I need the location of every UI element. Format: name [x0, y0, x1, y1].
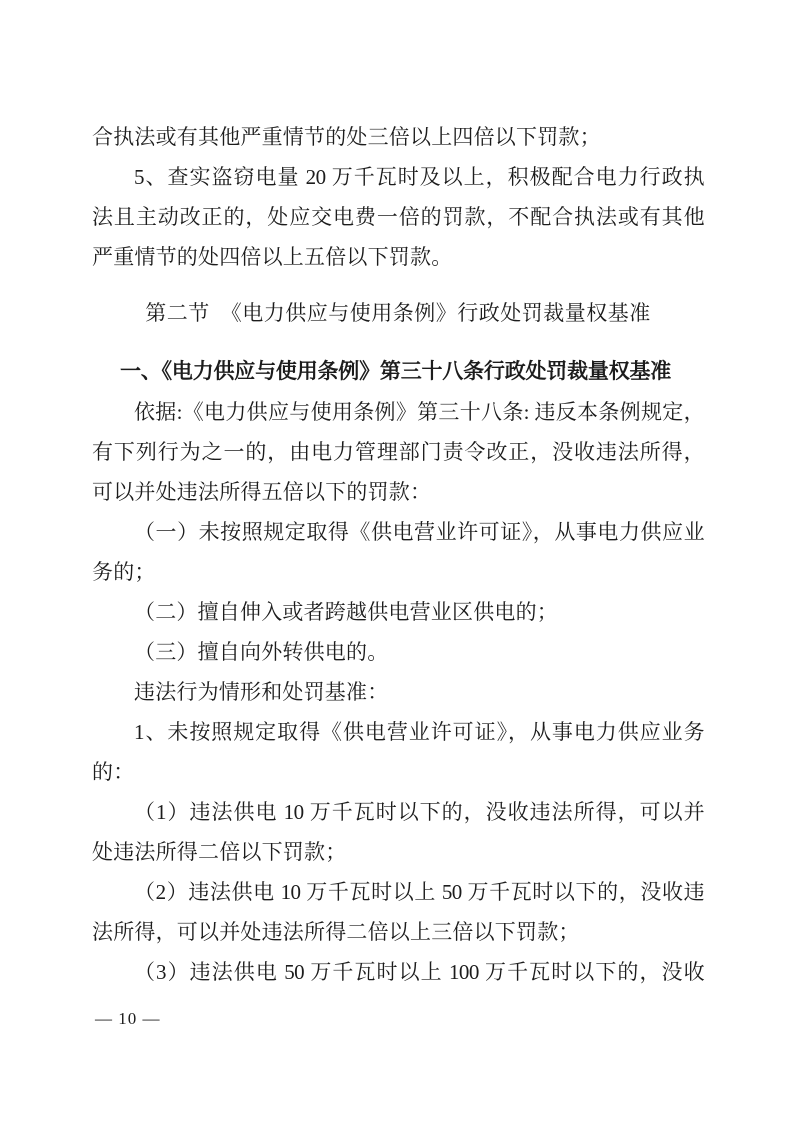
body-line: 的：	[92, 760, 135, 784]
body-line: （3）违法供电 50 万千瓦时以上 100 万千瓦时以下的，没收	[134, 960, 704, 984]
body-line: （二）擅自伸入或者跨越供电营业区供电的；	[134, 600, 558, 624]
section-heading: 第二节 《电力供应与使用条例》行政处罚裁量权基准	[145, 301, 651, 325]
body-line: 务的；	[92, 560, 156, 584]
body-line: 严重情节的处四倍以上五倍以下罚款。	[92, 245, 453, 269]
body-line: 合执法或有其他严重情节的处三倍以上四倍以下罚款；	[92, 125, 601, 149]
body-line: 法且主动改正的，处应交电费一倍的罚款，不配合执法或有其他	[92, 205, 704, 229]
body-line: 法所得，可以并处违法所得二倍以上三倍以下罚款；	[92, 920, 580, 944]
body-line: 5、查实盗窃电量 20 万千瓦时及以上，积极配合电力行政执	[134, 165, 704, 189]
body-line: （一）未按照规定取得《供电营业许可证》，从事电力供应业	[134, 520, 704, 544]
subsection-heading: 一、《电力供应与使用条例》第三十八条行政处罚裁量权基准	[120, 360, 672, 383]
body-line: （三）擅自向外转供电的。	[134, 640, 389, 664]
document-body	[92, 117, 704, 992]
page-number: — 10 —	[95, 1009, 161, 1028]
body-line: 可以并处违法所得五倍以下的罚款：	[92, 480, 432, 504]
body-line: 有下列行为之一的，由电力管理部门责令改正，没收违法所得，	[92, 440, 704, 464]
body-line: 违法行为情形和处罚基准：	[134, 680, 389, 704]
body-line: 依据:《电力供应与使用条例》第三十八条: 违反本条例规定，	[134, 400, 704, 424]
body-line: 处违法所得二倍以下罚款；	[92, 840, 347, 864]
body-line: 1、未按照规定取得《供电营业许可证》，从事电力供应业务	[134, 720, 704, 744]
body-line: （1）违法供电 10 万千瓦时以下的，没收违法所得，可以并	[134, 800, 704, 824]
body-line: （2）违法供电 10 万千瓦时以上 50 万千瓦时以下的，没收违	[134, 880, 704, 904]
